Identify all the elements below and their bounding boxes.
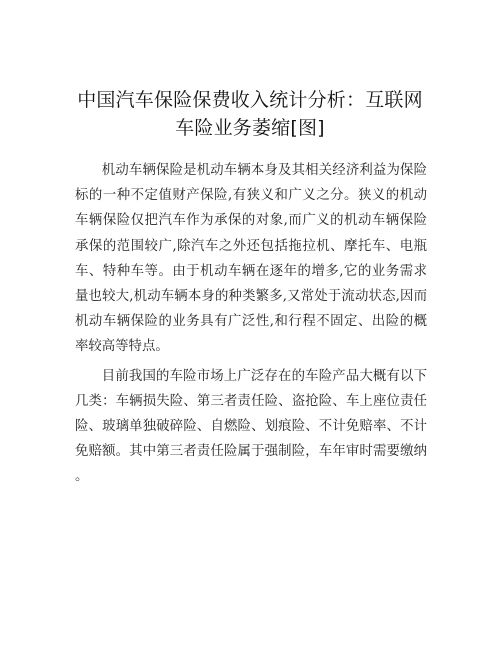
document-title: 中国汽车保险保费收入统计分析：互联网车险业务萎缩[图] [77,89,423,139]
paragraph-insurance-product-types: 目前我国的车险市场上广泛存在的车险产品大概有以下几类：车辆损失险、第三者责任险、盗抢险、车上座位责任险、玻璃单独破碎险、自燃险、划痕险、不计免赔率、不计免赔额。其中第三者责任险属于强制险，车年审时需要缴纳。 [75,368,427,485]
document-body [75,158,427,494]
paragraph-vehicle-insurance-definition: 机动车辆保险是机动车辆本身及其相关经济利益为保险标的一种不定值财产保险,有狭义和广义之分。狭义的机动车辆保险仅把汽车作为承保的对象,而广义的机动车辆保险承保的范围较广,除汽车之外还包括拖拉机、摩托车、电瓶车、特种车等。由于机动车辆在逐年的增多,它的业务需求量也较大,机动车辆本身的种类繁多,又常处于流动状态,因而机动车辆保险的业务具有广泛性,和行程不固定、出险的概率较高等特点。 [75,163,427,355]
